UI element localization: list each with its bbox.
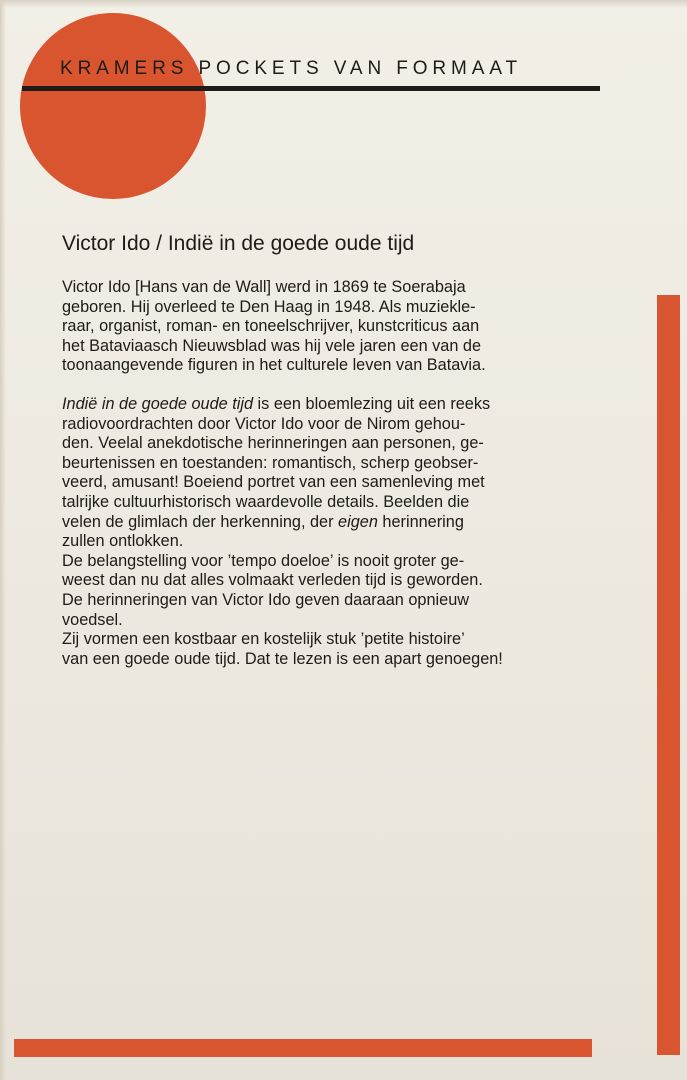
- red-circle-emblem: [20, 13, 206, 199]
- paragraph-gap: [62, 376, 592, 395]
- text-line: raar, organist, roman- en toneelschrijver, kunstcriticus aan: [62, 317, 480, 336]
- series-name: KRAMERS POCKETS VAN FORMAAT: [60, 58, 523, 79]
- text-line: [62, 513, 592, 533]
- text-line: zullen ontlokken.: [62, 532, 184, 551]
- text-line: [62, 395, 592, 415]
- red-vertical-bar: [657, 295, 680, 1055]
- text-segment: velen de glimlach der herkenning, der: [62, 512, 339, 531]
- text-line: De herinneringen van Victor Ido geven daaraan opnieuw: [62, 590, 470, 609]
- text-line: weest dan nu dat alles volmaakt verleden tijd is geworden.: [62, 571, 483, 590]
- text-line: veerd, amusant! Boeiend portret van een samenleving met: [62, 473, 485, 492]
- text-line: geboren. Hij overleed te Den Haag in 1948. Als muziekle-: [62, 297, 476, 316]
- text-line: talrijke cultuurhistorisch waardevolle details. Beelden die: [62, 492, 470, 511]
- text-line: het Bataviaasch Nieuwsblad was hij vele jaren een van de: [62, 336, 482, 355]
- blurb-paragraph-closing: [62, 630, 592, 669]
- blurb-paragraph-tempo-doeloe: [62, 552, 592, 630]
- emphasis-word: eigen: [338, 512, 378, 531]
- text-segment: is een bloemlezing uit een reeks: [253, 394, 491, 413]
- text-line: Victor Ido [Hans van de Wall] werd in 1869 te Soerabaja: [62, 278, 466, 296]
- text-line: toonaangevende figuren in het culturele leven van Batavia.: [62, 356, 486, 375]
- text-line: De belangstelling voor ’tempo doeloe’ is nooit groter ge-: [62, 551, 465, 570]
- cover-edge-shadow-top: [0, 0, 687, 8]
- book-title: Victor Ido / Indië in de goede oude tijd: [62, 232, 415, 255]
- text-line: van een goede oude tijd. Dat te lezen is een apart genoegen!: [62, 649, 503, 668]
- cover-edge-shadow-left: [0, 0, 6, 1080]
- blurb-paragraph-book: [62, 395, 592, 552]
- text-line: beurtenissen en toestanden: romantisch, scherp geobser-: [62, 453, 479, 472]
- text-line: radiovoordrachten door Victor Ido voor de Nirom gehou-: [62, 414, 466, 433]
- text-line: voedsel.: [62, 610, 123, 629]
- text-segment: herinnering: [377, 512, 464, 531]
- book-title-italic: Indië in de goede oude tijd: [62, 394, 254, 413]
- series-underline-rule: [22, 86, 600, 91]
- text-line: Zij vormen een kostbaar en kostelijk stuk ’petite histoire’: [62, 630, 465, 649]
- blurb-paragraph-author: [62, 278, 592, 376]
- blurb-text: [62, 278, 592, 669]
- text-line: den. Veelal anekdotische herinneringen aan personen, ge-: [62, 434, 484, 453]
- red-bottom-bar: [14, 1039, 592, 1057]
